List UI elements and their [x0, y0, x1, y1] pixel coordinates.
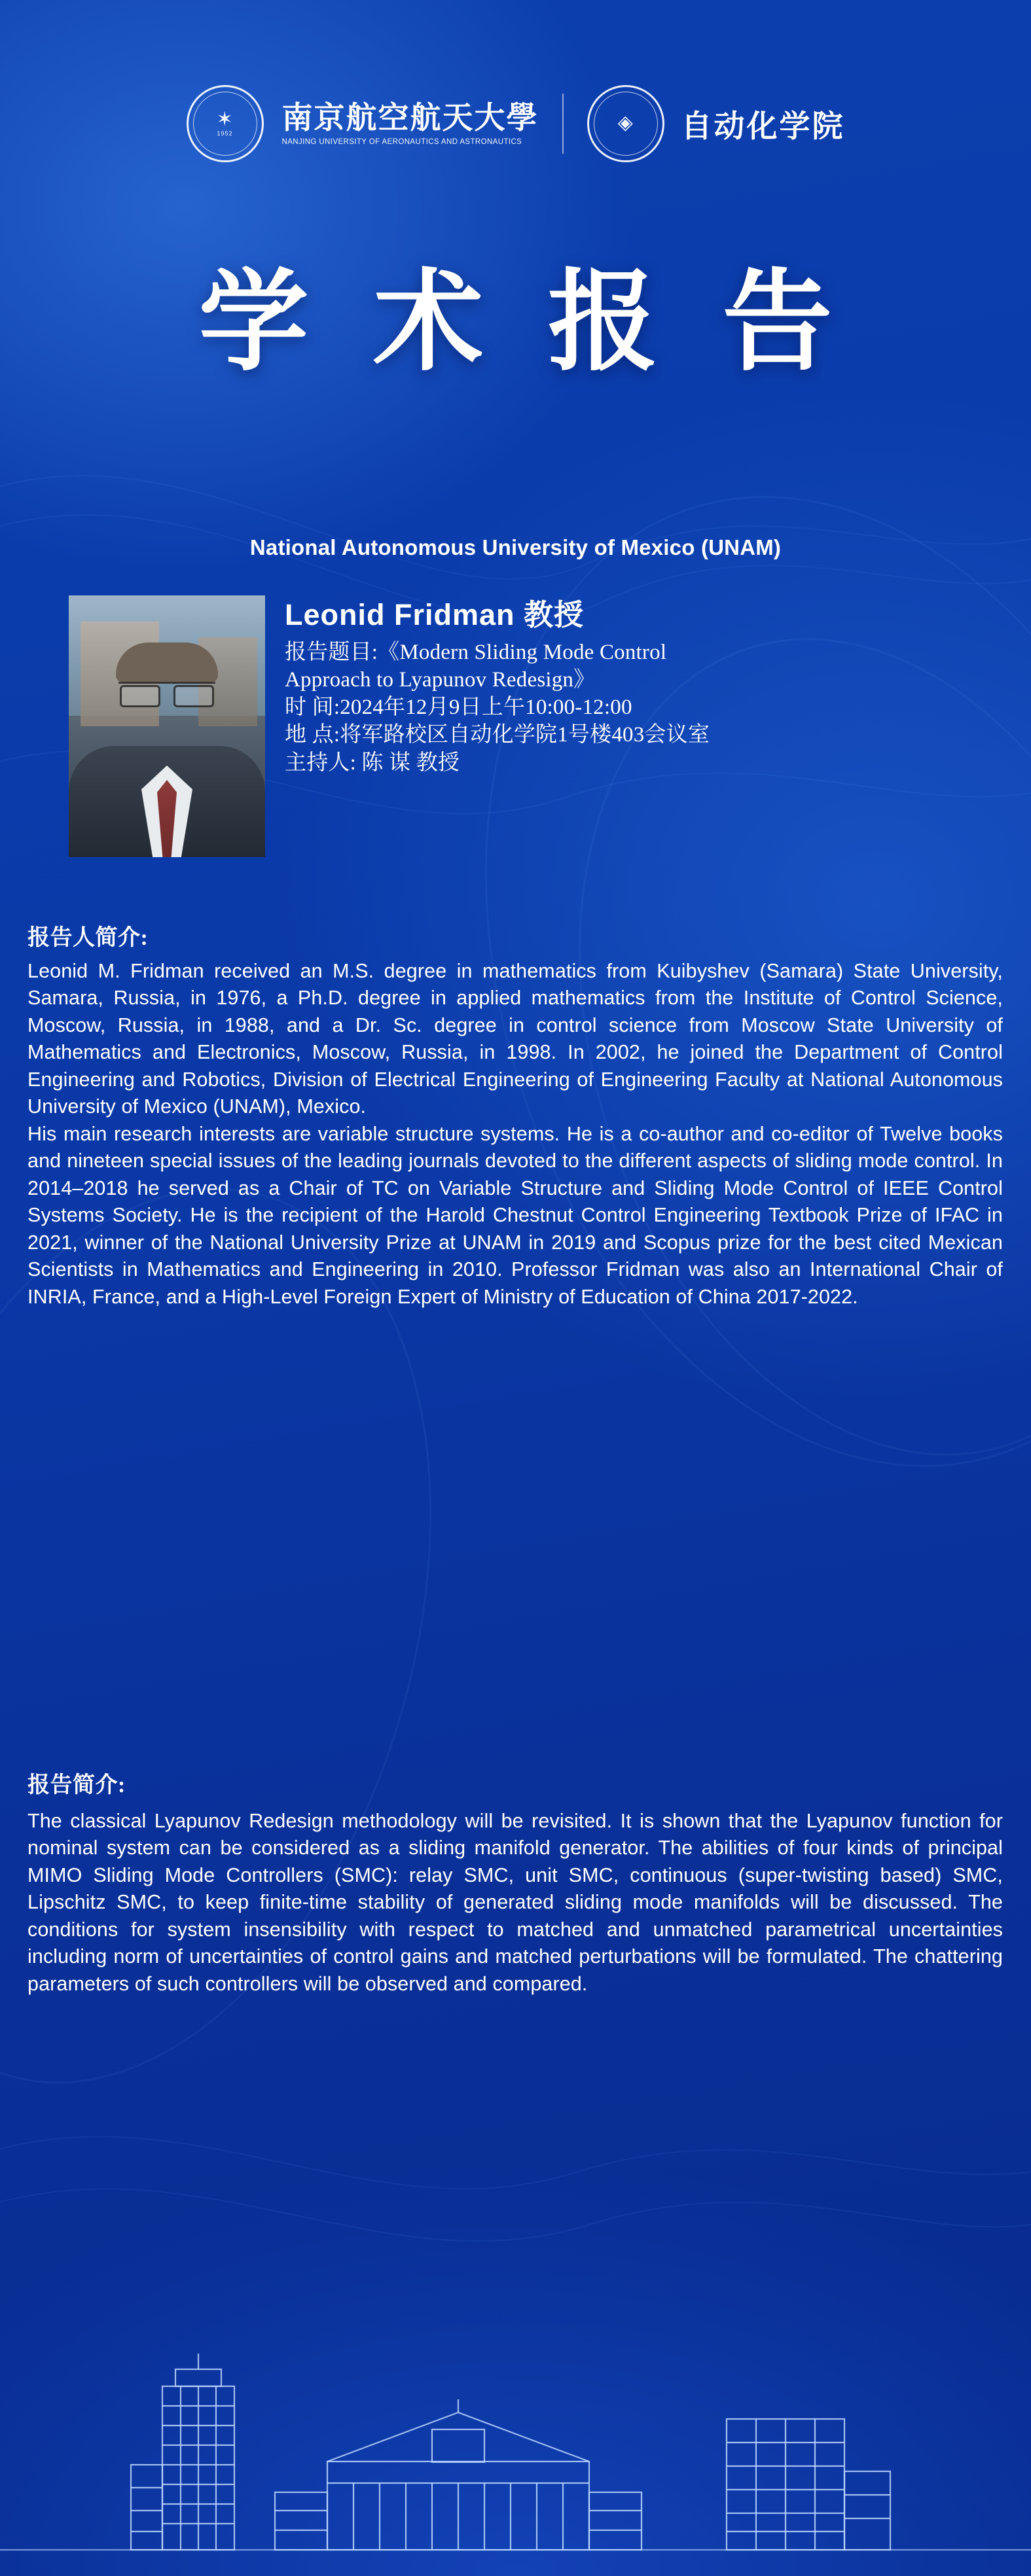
poster-header	[0, 85, 1031, 162]
university-name-en: NANJING UNIVERSITY OF AERONAUTICS AND ASTRONAUTICS	[281, 137, 522, 146]
page-title: 学 术 报 告	[198, 260, 850, 383]
talk-host: 主持人: 陈 谋 教授	[285, 750, 460, 775]
university-name-cn: 南京航空航天大學	[281, 100, 539, 135]
speaker-block	[69, 595, 962, 857]
speaker-affiliation: National Autonomous University of Mexico (UNAM)	[249, 535, 782, 559]
nuaa-seal-text: 1952	[217, 130, 233, 137]
talk-title-line-2: Approach to Lyapunov Redesign》	[285, 667, 596, 692]
nuaa-seal-icon	[187, 85, 264, 162]
speaker-photo	[69, 595, 265, 857]
college-seal-icon	[587, 85, 664, 162]
bio-paragraph-1: Leonid M. Fridman received an M.S. degree in mathematics from Kuibyshev (Samara) State University, Samara, Russia, in 1976, a Ph.D. degree in applied mathematics from the Institute of Control Science, Moscow, Russia, in 1988, and a Dr. Sc. degree in control science from Moscow State University of Mathematics and Electronics, Moscow, Russia, in 1998. In 2002, he joined the Department of Control Engineering and Robotics, Division of Electrical Engineering of Engineering Faculty at National Autonomous University of Mexico (UNAM), Mexico.	[27, 960, 1003, 1118]
college-emblem-icon: ◈	[617, 112, 634, 133]
talk-location: 地 点:将军路校区自动化学院1号楼403会议室	[285, 723, 710, 747]
college-name-cn: 自动化学院	[681, 108, 845, 143]
abstract-paragraph: The classical Lyapunov Redesign methodology will be revisited. It is shown that the Lyapunov function for nominal system can be considered as a sliding manifold generator. The abilities of four kinds of principal MIMO Sliding Mode Controllers (SMC): relay SMC, unit SMC, continuous (super-twisting based) SMC, Lipschitz SMC, to keep finite-time stability of generated sliding mode manifolds will be discussed. The conditions for system insensibility with respect to matched and unmatched parametrical uncertainties including norm of uncertainties of control gains and matched perturbations will be formulated. The chattering parameters of such controllers will be observed and compared.	[27, 1810, 1003, 1995]
talk-title-line-1: 报告题目:《Modern Sliding Mode Control	[285, 640, 667, 664]
bio-heading: 报告人简介:	[27, 926, 149, 950]
speaker-details	[285, 595, 962, 857]
speaker-name: Leonid Fridman 教授	[285, 598, 585, 631]
bio-paragraph-2: His main research interests are variable structure systems. He is a co-author and co-editor of Twelve books and nineteen special issues of the leading journals devoted to the different aspects of sliding mode control. In 2014–2018 he served as a Chair of TC on Variable Structure and Sliding Mode Control of IEEE Control Systems Society. He is the recipient of the Harold Chestnut Control Engineering Textbook Prize of IFAC in 2021, winner of the National University Prize at UNAM in 2019 and Scopus prize for the best cited Mexican Scientists in Mathematics and Engineering in 2010. Professor Fridman was also an International Chair of INRIA, France, and a High-Level Foreign Expert of Ministry of Education of China 2017-2022.	[27, 1122, 1003, 1308]
talk-time: 时 间:2024年12月9日上午10:00-12:00	[285, 696, 632, 720]
campus-skyline-decoration	[0, 2314, 1031, 2576]
abstract-heading: 报告简介:	[27, 1773, 126, 1797]
seal-emblem-icon: ✶	[216, 109, 234, 131]
university-name-block	[282, 101, 539, 145]
bio-section	[27, 919, 1003, 1311]
abstract-section	[27, 1767, 1003, 1998]
header-divider	[562, 94, 564, 154]
